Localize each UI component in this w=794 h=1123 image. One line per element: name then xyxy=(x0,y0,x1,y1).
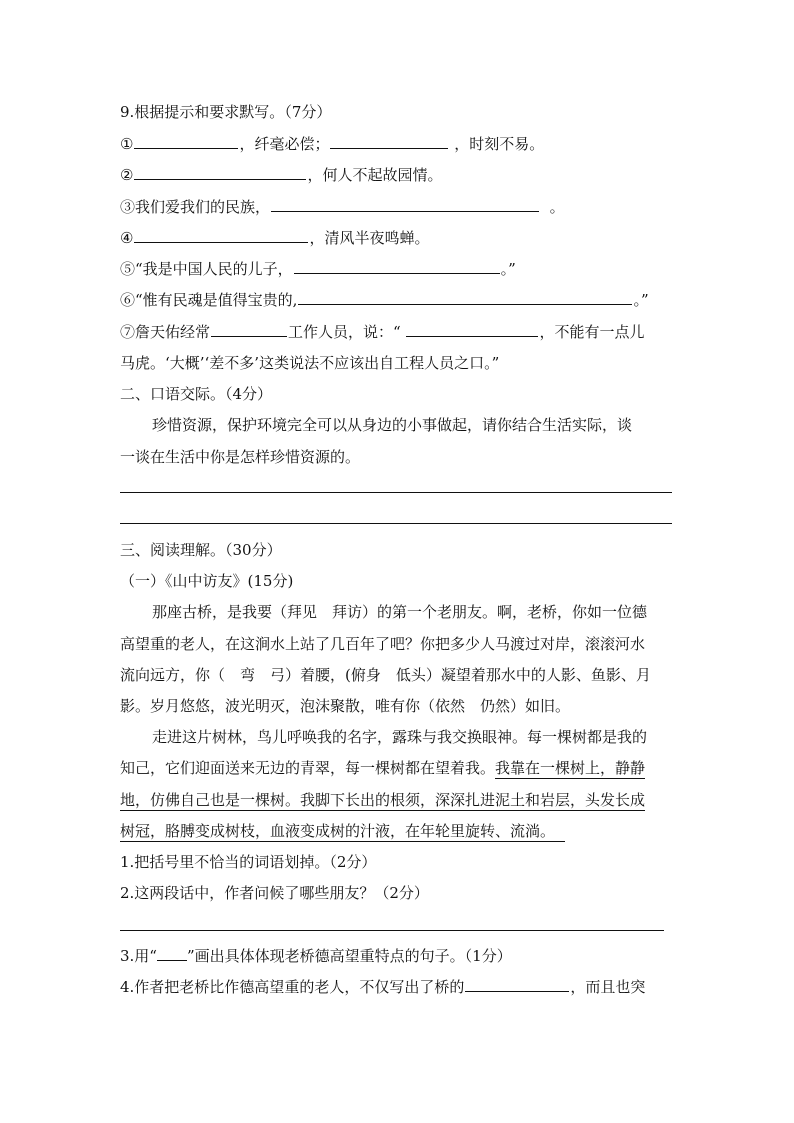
q9-l6-pre: ⑥“惟有民魂是值得宝贵的, xyxy=(120,291,298,309)
q9-line-1 xyxy=(120,134,544,154)
q4-post: ，而且也突 xyxy=(570,978,646,996)
section-2-title: 二、口语交际。（4分） xyxy=(120,385,273,403)
question-1: 1.把括号里不恰当的词语划掉。（2分） xyxy=(120,853,377,871)
question-2: 2.这两段话中，作者问候了哪些朋友？（2分） xyxy=(120,884,429,902)
passage-line-7 xyxy=(120,790,645,810)
q9-line-3 xyxy=(120,197,565,217)
answer-blank-8[interactable] xyxy=(211,322,287,337)
answer-line-1[interactable] xyxy=(120,492,672,493)
answer-line-q2[interactable] xyxy=(120,930,664,931)
answer-line-2[interactable] xyxy=(120,523,672,524)
q4-pre: 4.作者把老桥比作德高望重的老人，不仅写出了桥的 xyxy=(120,978,465,996)
q9-l7-mid: 工作人员，说：“ xyxy=(288,323,401,341)
answer-blank-q4[interactable] xyxy=(465,977,569,992)
q9-title: 9.根据提示和要求默写。（7分） xyxy=(120,103,332,121)
q9-l1-pre: ① xyxy=(120,135,134,153)
passage-line-4: 影。岁月悠悠，波光明灭，泡沫聚散，唯有你（依然 仍然）如旧。 xyxy=(120,697,571,715)
question-4 xyxy=(120,977,645,997)
q9-l4-end: ，清风半夜鸣蝉。 xyxy=(309,229,430,247)
q3-post: ”画出具体体现老桥德高望重特点的句子。（1分） xyxy=(186,947,512,965)
q9-l1-mid: ，纤毫必偿； xyxy=(239,135,330,153)
answer-blank-4[interactable] xyxy=(271,197,539,212)
passage-line-6a: 知己，它们迎面送来无边的青翠，每一棵树都在望着我。 xyxy=(120,759,496,777)
underline-symbol xyxy=(157,948,187,961)
q9-line-7 xyxy=(120,322,644,342)
underlined-sentence-end: 树冠，胳膊变成树枝，血液变成树的汁液，在年轮里旋转、流淌。 xyxy=(120,822,556,840)
section-3-title: 三、阅读理解。（30分） xyxy=(120,541,282,559)
underlined-sentence-mid: 地，仿佛自己也是一棵树。我脚下长出的根须，深深扎进泥土和岩层，头发长成 xyxy=(120,791,646,809)
q9-line-4 xyxy=(120,228,429,248)
passage-line-1: 那座古桥，是我要（拜见 拜访）的第一个老朋友。啊，老桥，你如一位德 xyxy=(152,603,648,621)
passage-line-6 xyxy=(120,758,645,778)
q9-l5-pre: ⑤“我是中国人民的儿子， xyxy=(120,260,293,278)
q9-l2-end: ，何人不起故园情。 xyxy=(307,166,443,184)
passage-line-3: 流向远方，你（ 弯 弓）着腰，(俯身 低头）凝望着那水中的人影、鱼影、月 xyxy=(120,666,651,684)
q9-l6-end: 。” xyxy=(633,291,649,309)
q9-l7-end: ，不能有一点儿 xyxy=(539,323,645,341)
q9-l3-pre: ③我们爱我们的民族， xyxy=(120,198,271,216)
section-2-prompt-2: 一谈在生活中你是怎样珍惜资源的。 xyxy=(120,448,361,466)
q9-l1-end: ，时刻不易。 xyxy=(454,135,545,153)
q9-l7-pre: ⑦詹天佑经常 xyxy=(120,323,211,341)
q9-l4-pre: ④ xyxy=(120,229,134,247)
q9-l3-end: 。 xyxy=(549,198,565,216)
answer-blank-7[interactable] xyxy=(298,290,632,305)
section-2-prompt-1: 珍惜资源，保护环境完全可以从身边的小事做起，请你结合生活实际，谈 xyxy=(152,416,633,434)
q9-line-8: 马虎。‘大概’‘差不多’这类说法不应该出自工程人员之口。” xyxy=(120,354,500,372)
answer-blank-2[interactable] xyxy=(330,134,448,149)
section-3-subtitle: （一）《山中访友》(15分) xyxy=(120,572,294,590)
q9-line-6 xyxy=(120,290,649,310)
q9-l5-end: 。” xyxy=(500,260,516,278)
answer-blank-3[interactable] xyxy=(134,165,306,180)
answer-blank-1[interactable] xyxy=(134,134,238,149)
q9-l2-pre: ② xyxy=(120,166,134,184)
passage-line-2: 高望重的老人，在这涧水上站了几百年了吧？你把多少人马渡过对岸，滚滚河水 xyxy=(120,635,646,653)
underlined-sentence-start: 我靠在一棵树上，静静 xyxy=(495,759,646,777)
passage-line-8 xyxy=(120,821,565,841)
q9-line-5 xyxy=(120,259,516,279)
answer-blank-6[interactable] xyxy=(294,259,500,274)
answer-blank-9[interactable] xyxy=(406,322,538,337)
passage-line-5: 走进这片树林，鸟儿呼唤我的名字，露珠与我交换眼神。每一棵树都是我的 xyxy=(152,728,648,746)
question-3 xyxy=(120,946,512,966)
q9-line-2 xyxy=(120,165,442,185)
underline-tail xyxy=(555,822,565,842)
answer-blank-5[interactable] xyxy=(134,228,308,243)
q3-pre: 3.用“ xyxy=(120,947,157,965)
